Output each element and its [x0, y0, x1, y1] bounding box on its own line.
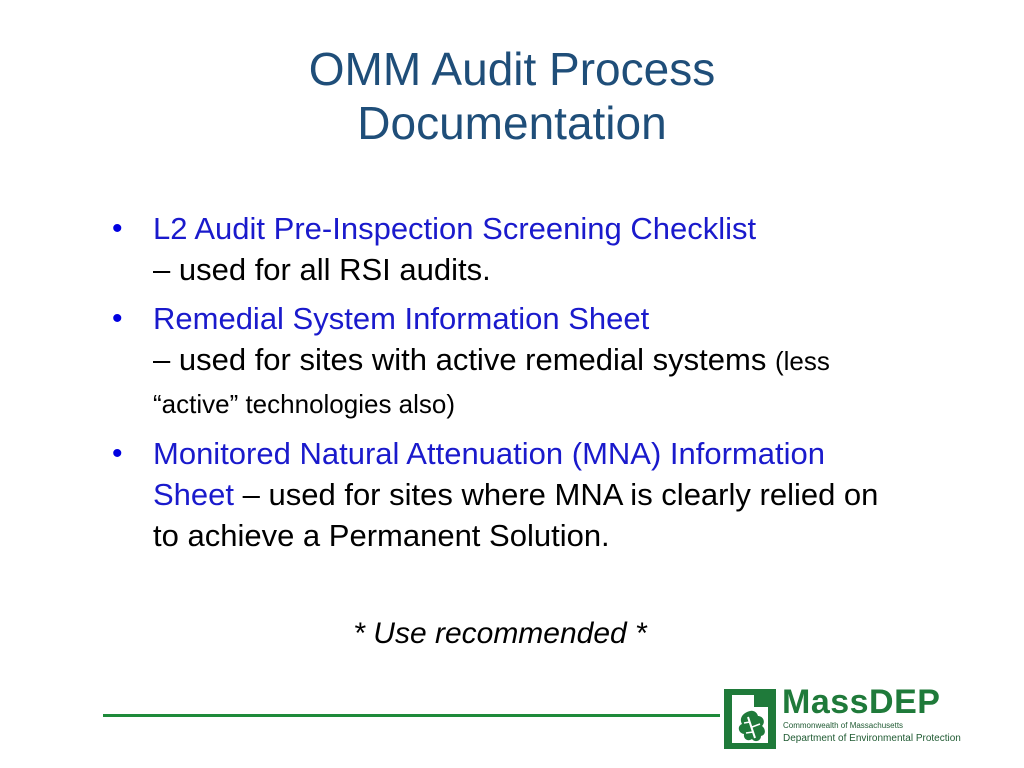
- bullet-item: [112, 433, 912, 556]
- logo-subtitle-department: Department of Environmental Protection: [783, 733, 961, 744]
- bullet-list: [112, 208, 912, 564]
- bullet-item: [112, 208, 912, 290]
- bullet-text: – used for all RSI audits.: [153, 252, 491, 287]
- bullet-dot-icon: •: [112, 437, 123, 470]
- recommendation-note: * Use recommended *: [353, 617, 647, 650]
- oak-leaf-icon: [724, 689, 776, 749]
- bullet-item: [112, 298, 912, 425]
- footer-divider: [103, 714, 720, 717]
- bullet-text: – used for sites where MNA is clearly relied on to achieve a Permanent Solution.: [153, 477, 879, 553]
- massdep-logo: [724, 683, 974, 751]
- bullet-text: – used for sites with active remedial systems: [153, 342, 767, 377]
- slide-title: [0, 42, 1024, 150]
- bullet-dot-icon: •: [112, 302, 123, 335]
- logo-subtitle-commonwealth: Commonwealth of Massachusetts: [783, 721, 904, 730]
- title-line-2: Documentation: [357, 97, 667, 149]
- bullet-highlight: Remedial System Information Sheet: [153, 301, 650, 336]
- bullet-highlight: L2 Audit Pre-Inspection Screening Checklist: [153, 211, 757, 246]
- bullet-dot-icon: •: [112, 212, 123, 245]
- bullet-highlight: Monitored Natural Attenuation (MNA) Information Sheet: [153, 436, 825, 512]
- bullet-note: (less “active” technologies also): [153, 346, 830, 419]
- logo-name: MassDEP: [782, 683, 941, 721]
- title-line-1: OMM Audit Process: [308, 43, 716, 95]
